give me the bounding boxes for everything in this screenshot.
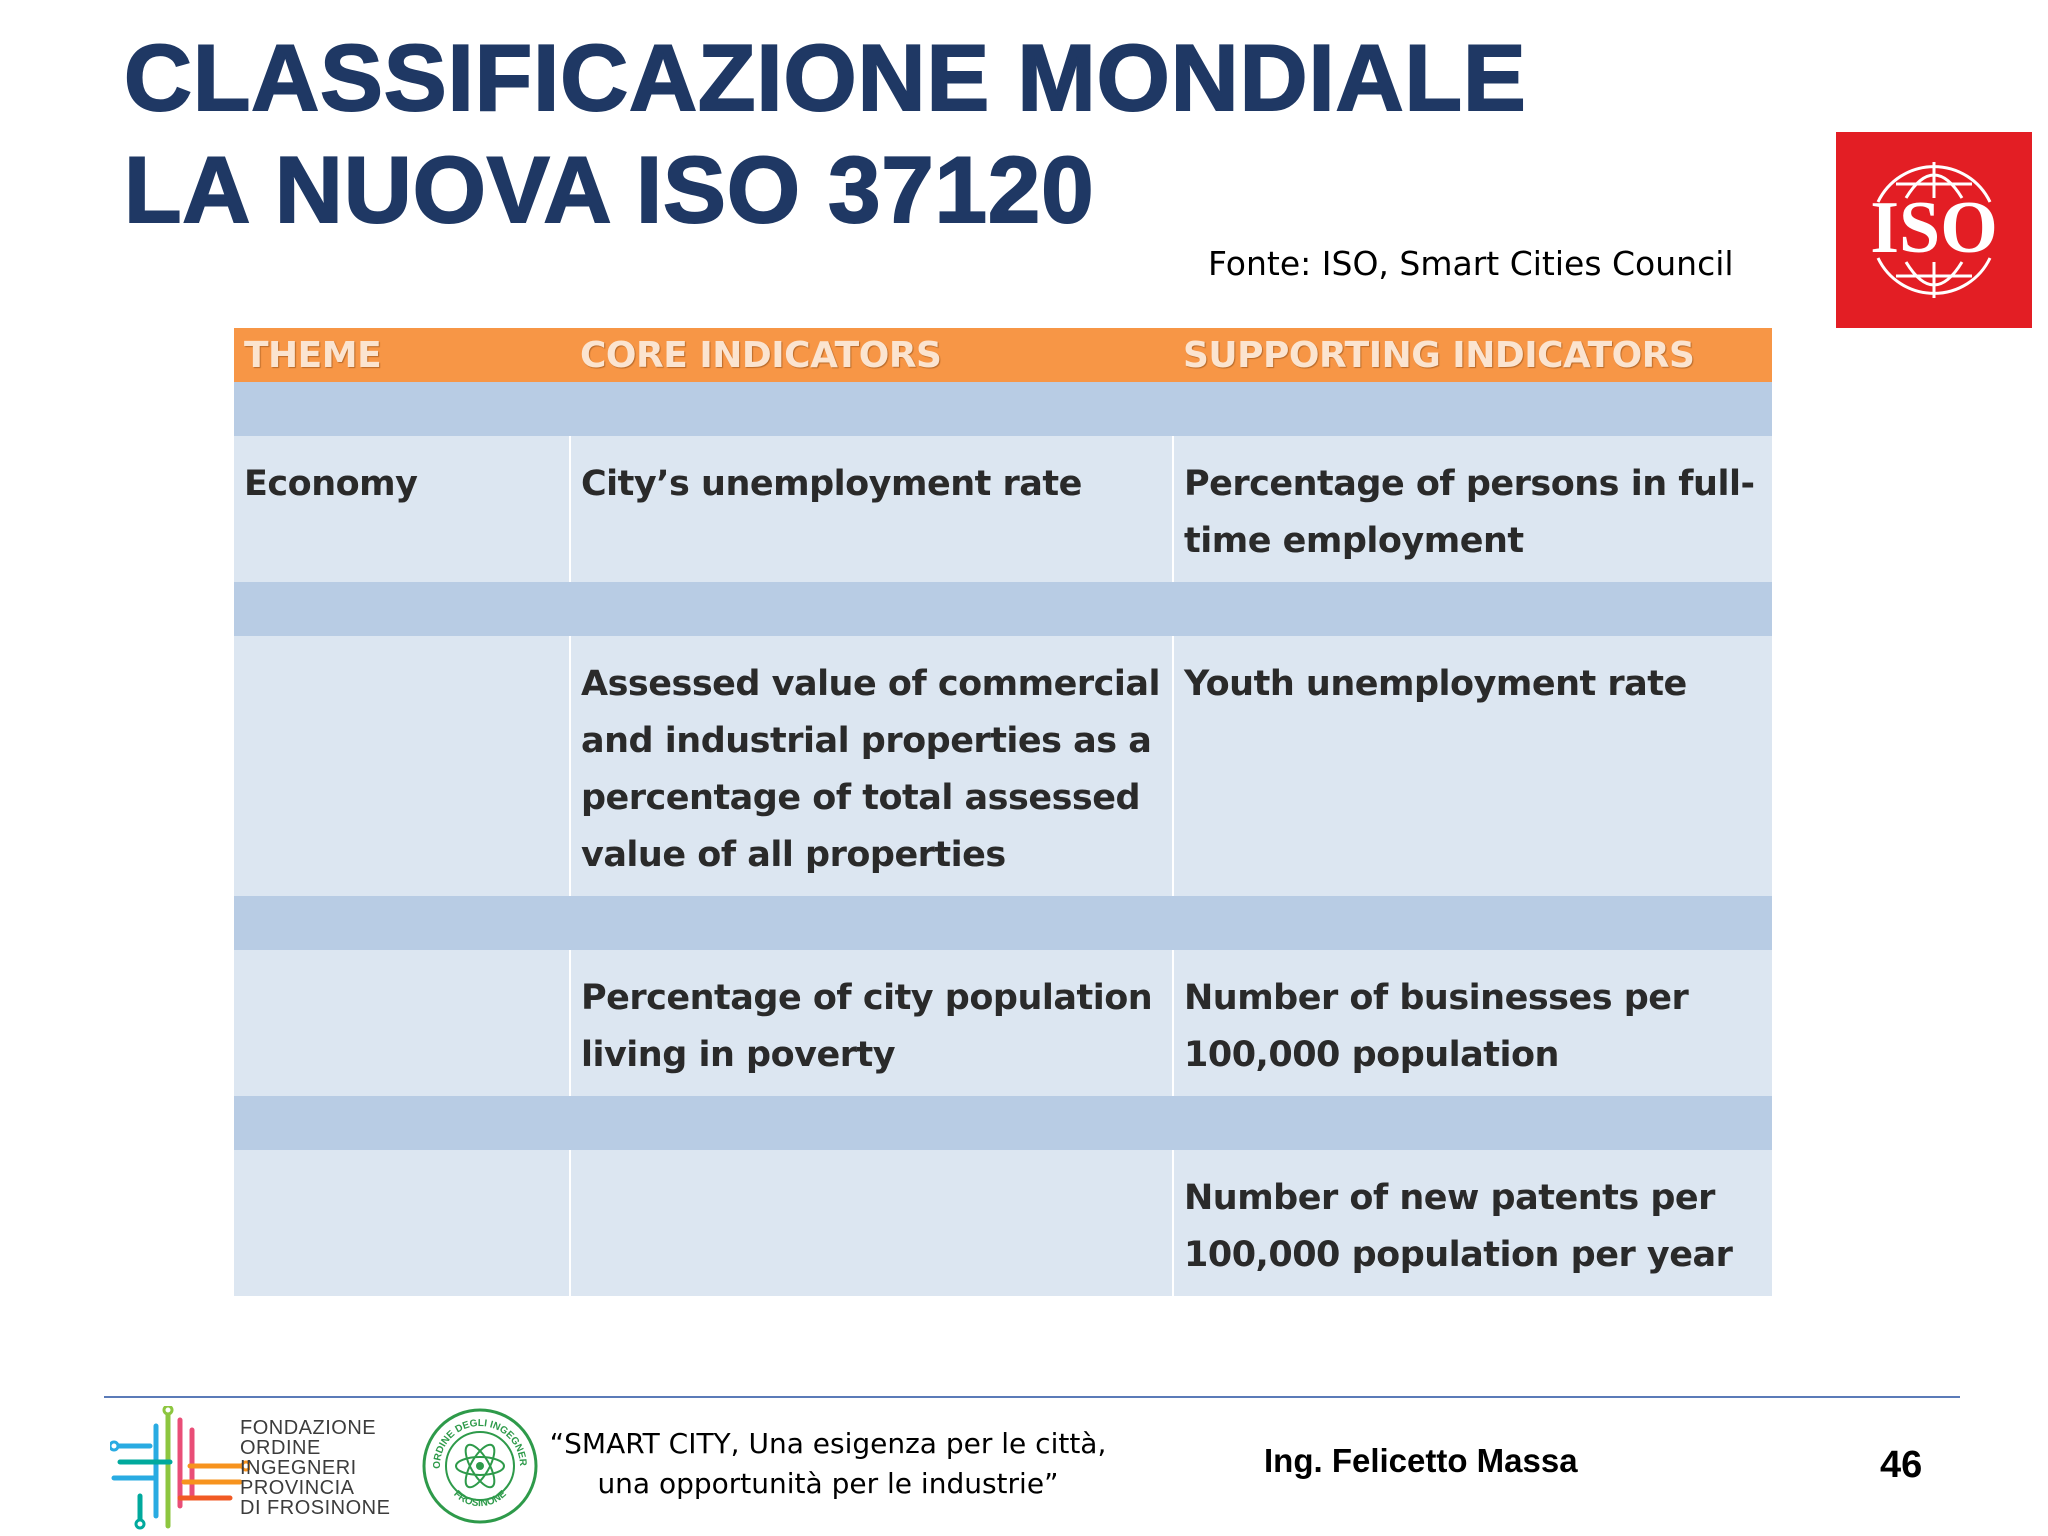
header-theme: THEME: [234, 328, 570, 382]
cell-supporting: Percentage of persons in full-time employment: [1173, 436, 1772, 582]
foundation-logo-icon: [110, 1406, 250, 1532]
footer-divider: [104, 1396, 1960, 1398]
title-line-2: LA NUOVA ISO 37120: [124, 137, 1095, 242]
header-core-indicators: CORE INDICATORS: [570, 328, 1173, 382]
cell-supporting: Number of businesses per 100,000 population: [1173, 950, 1772, 1096]
iso-logo: [1836, 132, 2032, 328]
seal-top-text: ORDINE DEGLI INGEGNER: [431, 1417, 529, 1469]
source-caption: Fonte: ISO, Smart Cities Council: [1208, 244, 1734, 283]
quote-line-2: una opportunità per le industrie”: [597, 1467, 1059, 1500]
engineers-order-seal-icon: [420, 1404, 540, 1528]
cell-theme: [234, 950, 570, 1096]
spacer-row: [234, 896, 1772, 950]
cell-theme: [234, 636, 570, 896]
iso-indicators-table: [234, 328, 1772, 1296]
iso-globe-icon: [1836, 132, 2032, 328]
cell-core: City’s unemployment rate: [570, 436, 1173, 582]
table-row: [234, 950, 1772, 1096]
cell-supporting: Youth unemployment rate: [1173, 636, 1772, 896]
cell-core: Assessed value of commercial and industrial properties as a percentage of total assessed value of all properties: [570, 636, 1173, 896]
spacer-row: [234, 582, 1772, 636]
iso-logo-text: ISO: [1870, 187, 1998, 269]
title-line-1: CLASSIFICAZIONE MONDIALE: [124, 25, 1527, 130]
author-name: Ing. Felicetto Massa: [1264, 1442, 1578, 1479]
seal-bottom-text: FROSINONE: [451, 1488, 509, 1510]
table-row: [234, 436, 1772, 582]
footer-quote: [548, 1424, 1108, 1504]
foundation-line: PROVINCIA: [240, 1477, 355, 1499]
table-row: [234, 636, 1772, 896]
foundation-line: FONDAZIONE: [240, 1417, 377, 1439]
spacer-row: [234, 382, 1772, 436]
spacer-row: [234, 1096, 1772, 1150]
cell-supporting: Number of new patents per 100,000 population per year: [1173, 1150, 1772, 1296]
table-header-row: [234, 328, 1772, 382]
foundation-name: [240, 1418, 390, 1518]
header-supporting-indicators: SUPPORTING INDICATORS: [1173, 328, 1772, 382]
page-number: 46: [1880, 1444, 1923, 1486]
cell-core: Percentage of city population living in poverty: [570, 950, 1173, 1096]
cell-theme: Economy: [234, 436, 570, 582]
foundation-line: ORDINE: [240, 1437, 321, 1459]
foundation-line: INGEGNERI: [240, 1457, 357, 1479]
quote-line-1: “SMART CITY, Una esigenza per le città,: [549, 1427, 1107, 1460]
foundation-line: DI FROSINONE: [240, 1497, 391, 1519]
slide-title: [124, 22, 1527, 246]
cell-theme: [234, 1150, 570, 1296]
table-row: [234, 1150, 1772, 1296]
cell-core: [570, 1150, 1173, 1296]
